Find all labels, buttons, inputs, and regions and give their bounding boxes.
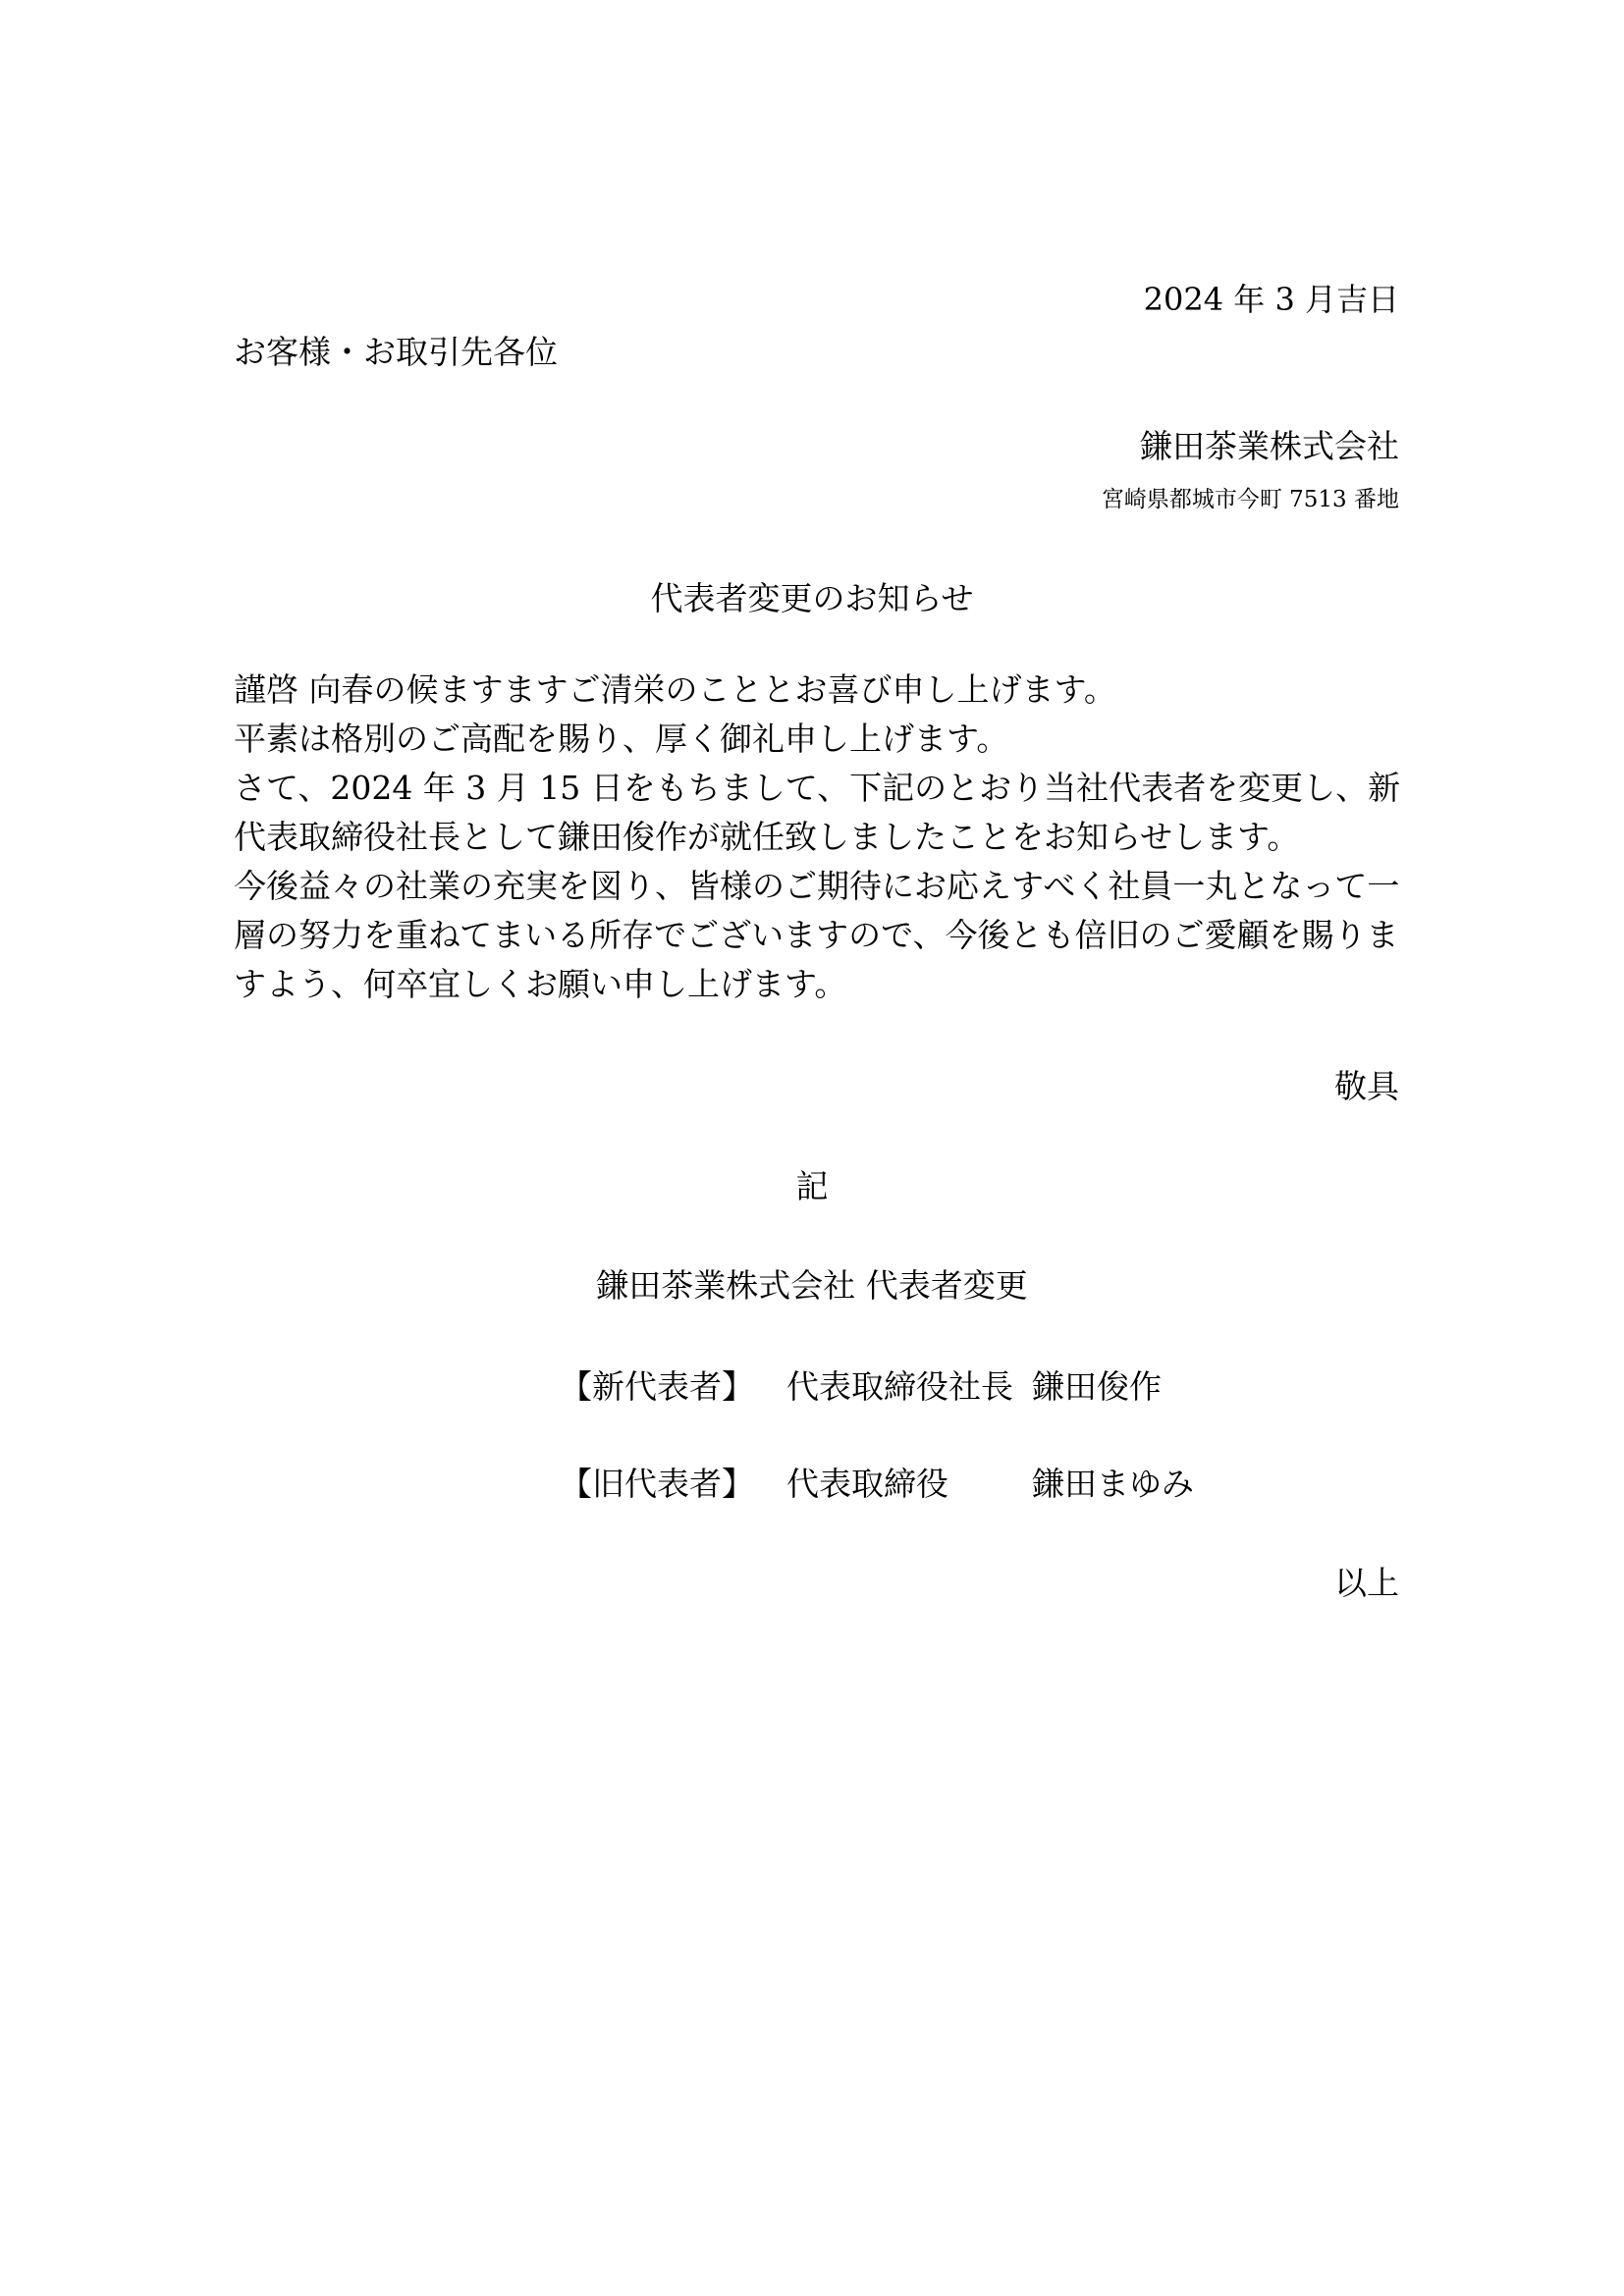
body-paragraph-announcement: さて、2024 年 3 月 15 日をもちまして、下記のとおり当社代表者を変更し、新代表取締役社長として鎌田俊作が就任致しましたことをお知らせします。 <box>234 769 1401 856</box>
new-rep-name: 鎌田俊作 <box>1032 1367 1162 1406</box>
new-representative-row <box>560 1362 1162 1408</box>
body-paragraph-greeting: 謹啓 向春の候ますますご清栄のこととお喜び申し上げます。 <box>234 670 1116 709</box>
old-representative-row <box>560 1459 1194 1505</box>
new-rep-label: 【新代表者】 <box>560 1367 754 1406</box>
body-paragraph-thanks: 平素は格別のご高配を賜り、厚く御礼申し上げます。 <box>234 720 1009 758</box>
letter-title: 代表者変更のお知らせ <box>650 579 974 617</box>
old-rep-name: 鎌田まゆみ <box>1032 1465 1194 1503</box>
new-rep-position: 代表取締役社長 <box>786 1367 1013 1406</box>
notice-heading: 鎌田茶業株式会社 代表者変更 <box>596 1266 1028 1305</box>
letter-date: 2024 年 3 月吉日 <box>1143 281 1399 318</box>
ki-heading: 記 <box>795 1167 829 1205</box>
sender-address: 宮崎県都城市今町 7513 番地 <box>1101 487 1399 512</box>
sender-company: 鎌田茶業株式会社 <box>1140 427 1399 465</box>
old-rep-label: 【旧代表者】 <box>560 1465 754 1503</box>
addressee: お客様・お取引先各位 <box>234 333 558 371</box>
closing-keigu: 敬具 <box>1334 1067 1399 1105</box>
letter-body <box>234 666 1402 1009</box>
end-ijou: 以上 <box>1334 1564 1399 1602</box>
old-rep-position: 代表取締役 <box>786 1465 948 1503</box>
body-paragraph-closing: 今後益々の社業の充実を図り、皆様のご期待にお応えすべく社員一丸となって一層の努力を重ねてまいる所存でございますので、今後とも倍旧のご愛顧を賜りますよう、何卒宜しくお願い申し上げます。 <box>234 867 1400 1003</box>
